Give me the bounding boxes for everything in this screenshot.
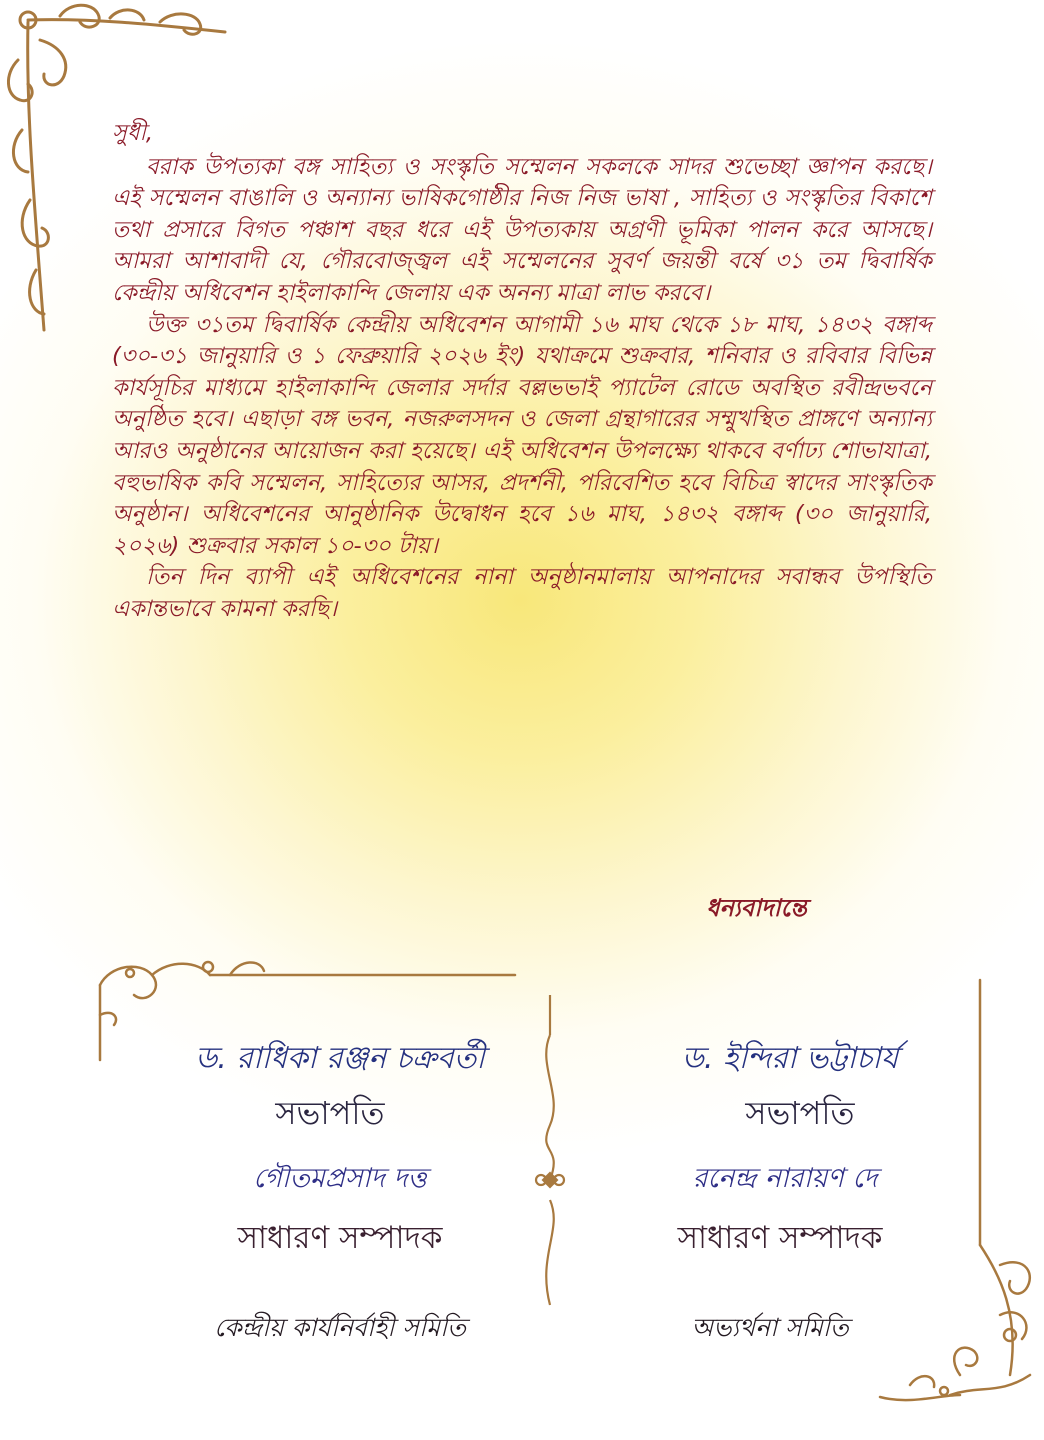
left-president-role: সভাপতি	[275, 1094, 385, 1132]
paragraph-details: উক্ত ৩১তম দ্বিবার্ষিক কেন্দ্রীয় অধিবেশন আগামী ১৬ মাঘ থেকে ১৮ মাঘ, ১৪৩২ বঙ্গাব্দ (৩০-৩১ জানুয়ারি ও ১ ফেব্রুয়ারি ২০২৬ ইং) যথাক্রমে শুক্রবার, শনিবার ও রবিবার বিভিন্ন কার্যসূচির মাধ্যমে হাইলাকান্দি জেলার সর্দার বল্লভভাই প্যাটেল রোডে অবস্থিত রবীন্দ্রভবনে অনুষ্ঠিত হবে। এছাড়া বঙ্গ ভবন, নজরুলসদন ও জেলা গ্রন্থাগারের সম্মুখস্থিত প্রাঙ্গণে অন্যান্য আরও অনুষ্ঠানের আয়োজন করা হয়েছে। এই অধিবেশন উপলক্ষ্যে থাকবে বর্ণাঢ্য শোভাযাত্রা, বহুভাষিক কবি সম্মেলন, সাহিত্যের আসর, প্রদর্শনী, পরিবেশিত হবে বিচিত্র স্বাদের সাংস্কৃতিক অনুষ্ঠান। অধিবেশনের আনুষ্ঠানিক উদ্বোধন হবে ১৬ মাঘ, ১৪৩২ বঙ্গাব্দ (৩০ জানুয়ারি, ২০২৬) শুক্রবার সকাল ১০-৩০ টায়।	[112, 311, 932, 559]
left-committee: কেন্দ্রীয় কার্যনির্বাহী সমিতি	[214, 1313, 466, 1342]
invitation-letter	[112, 118, 932, 626]
right-president-role: সভাপতি	[745, 1094, 855, 1132]
left-secretary-name: গৌতমপ্রসাদ দত্ত	[253, 1163, 427, 1194]
left-secretary-role: সাধারণ সম্পাদক	[237, 1220, 443, 1256]
left-president-name: ড. রাধিকা রঞ্জন চক্রবর্তী	[195, 1041, 485, 1076]
paragraph-request: তিন দিন ব্যাপী এই অধিবেশনের নানা অনুষ্ঠানমালায় আপনাদের সবান্ধব উপস্থিতি একান্তভাবে কামনা করছি।	[112, 564, 932, 622]
center-divider	[535, 995, 565, 1305]
paragraph-intro: বরাক উপত্যকা বঙ্গ সাহিত্য ও সংস্কৃতি সম্মেলন সকলকে সাদর শুভেচ্ছা জ্ঞাপন করছে। এই সম্মেলন বাঙালি ও অন্যান্য ভাষিকগোষ্ঠীর নিজ নিজ ভাষা , সাহিত্য ও সংস্কৃতির বিকাশে তথা প্রসারে বিগত পঞ্চাশ বছর ধরে এই উপত্যকায় অগ্রণী ভূমিকা পালন করে আসছে। আমরা আশাবাদী যে, গৌরবোজ্জ্বল এই সম্মেলনের সুবর্ণ জয়ন্তী বর্ষে ৩১ তম দ্বিবার্ষিক কেন্দ্রীয় অধিবেশন হাইলাকান্দি জেলায় এক অনন্য মাত্রা লাভ করবে।	[112, 153, 932, 306]
right-committee: অভ্যর্থনা সমিতি	[691, 1313, 849, 1342]
salutation: সুধী,	[112, 120, 154, 146]
right-president-name: ড. ইন্দিরা ভট্টাচার্য	[681, 1041, 899, 1076]
right-secretary-name: রনেন্দ্র নারায়ণ দে	[692, 1163, 878, 1194]
right-secretary-role: সাধারণ সম্পাদক	[677, 1220, 883, 1256]
closing-greeting: ধন্যবাদান্তে	[706, 894, 807, 922]
